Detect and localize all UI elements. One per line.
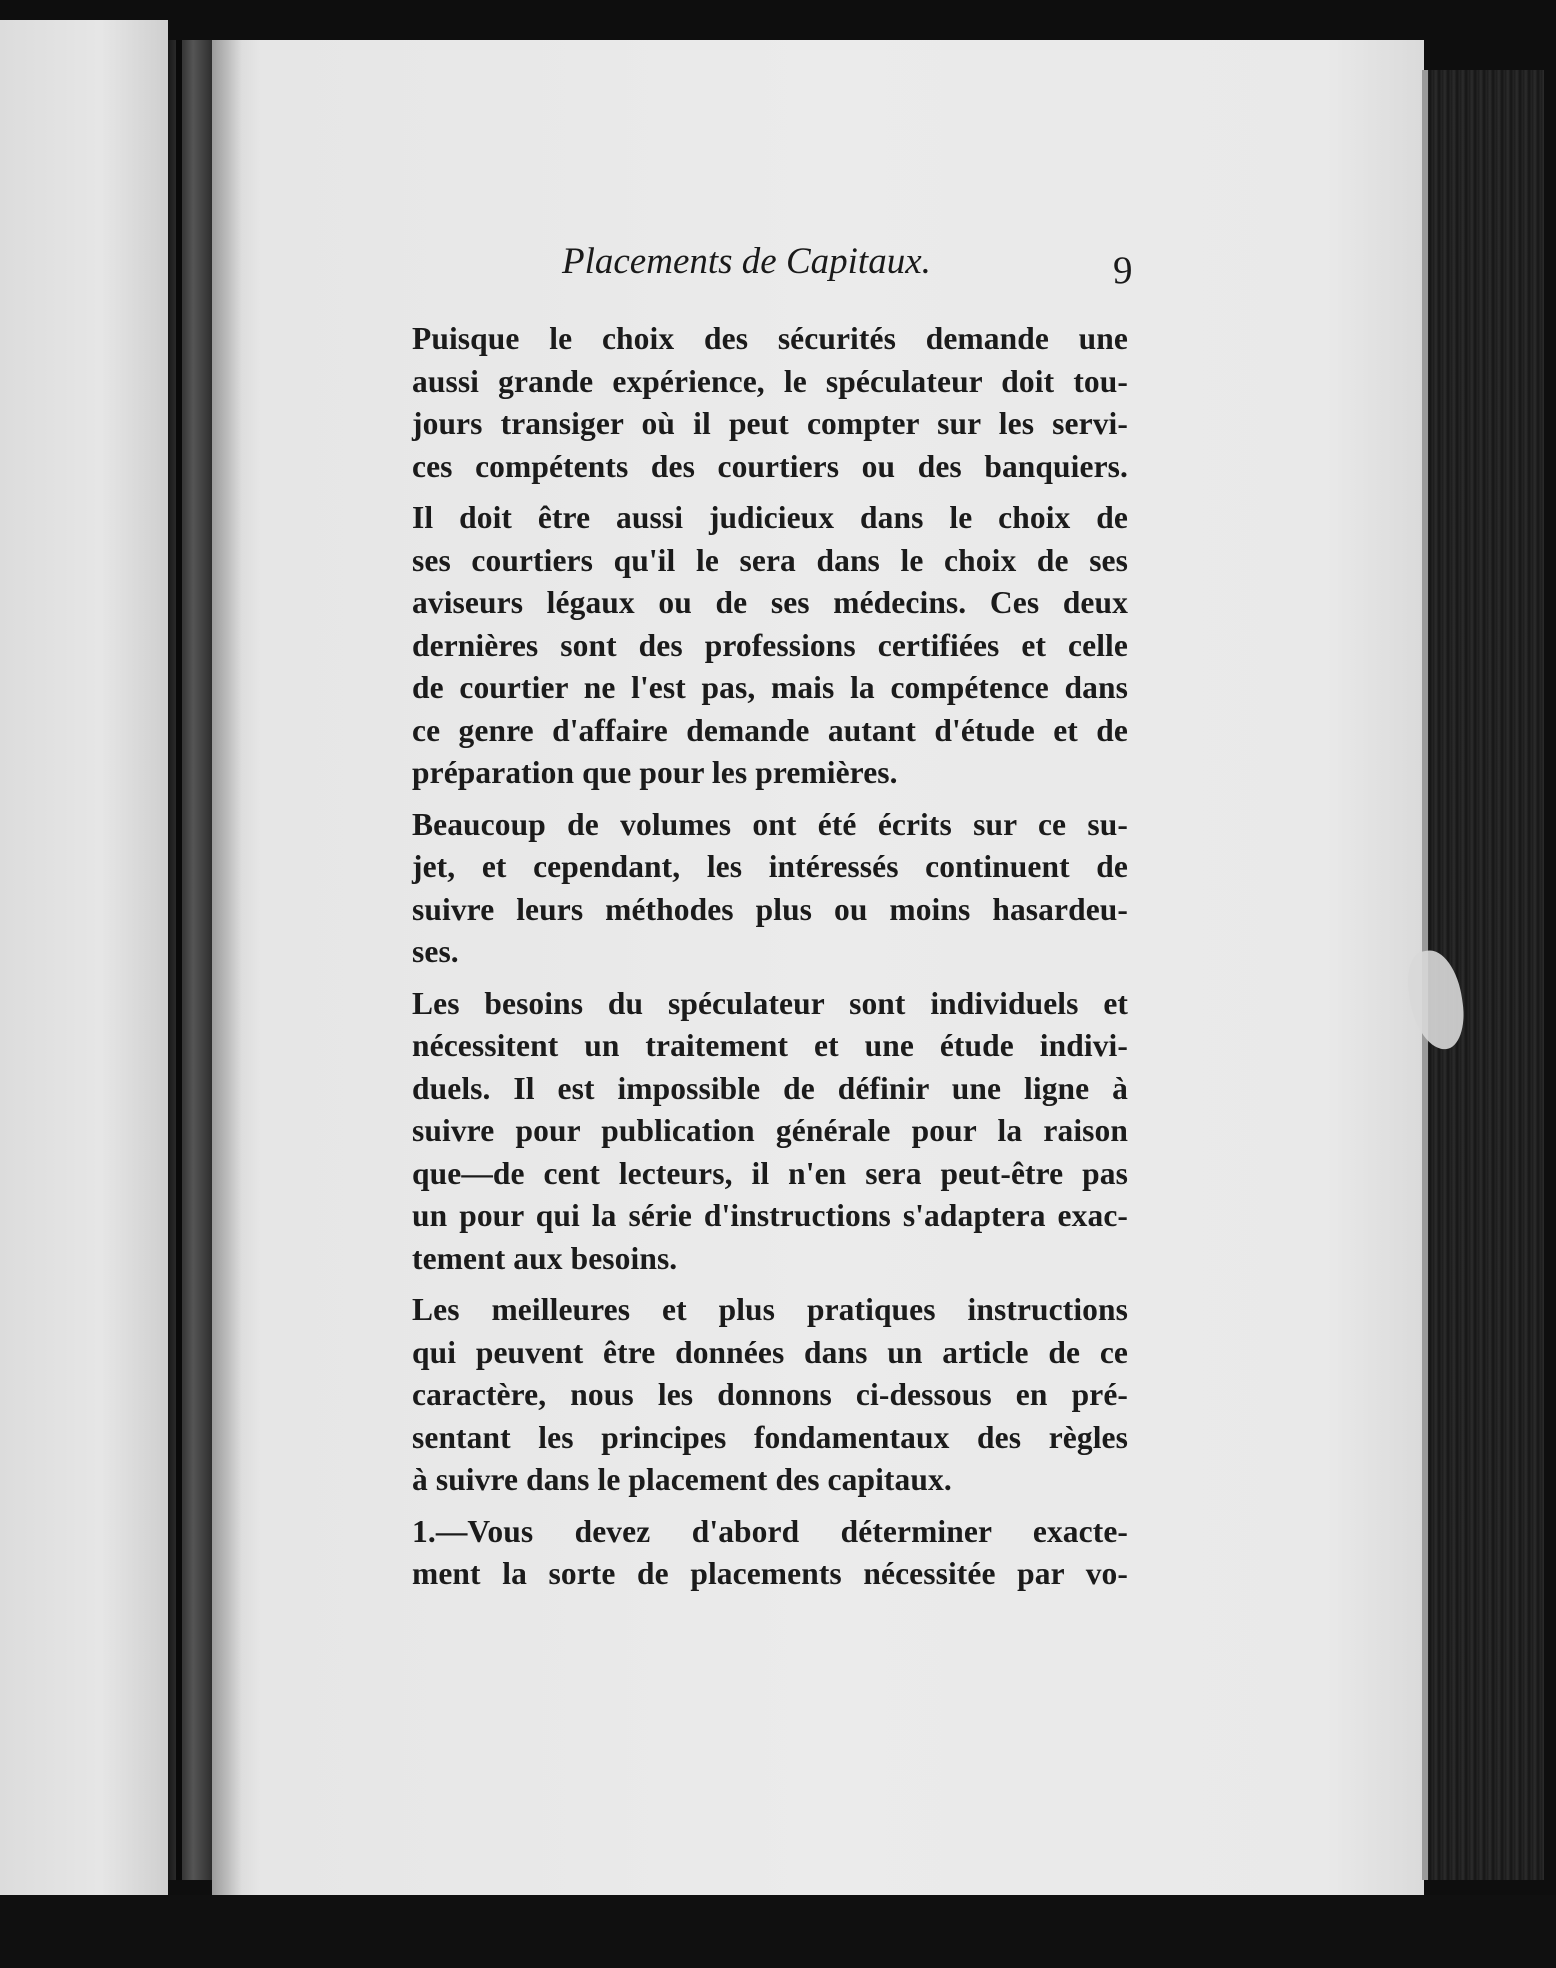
text-line: qui peuvent être données dans un article de ce (412, 1334, 1128, 1370)
text-line: Il doit être aussi judicieux dans le choix de (412, 500, 1128, 535)
text-line: sentant les principes fondamentaux des règles (412, 1419, 1128, 1455)
text-line: dernières sont des professions certifiées et celle (412, 627, 1128, 663)
text-line: suivre pour publication générale pour la raison (412, 1113, 1128, 1148)
paragraph (372, 497, 1128, 795)
text-line: aussi grande expérience, le spéculateur doit tou- (412, 363, 1128, 399)
scan-bottom-border (0, 1895, 1556, 1968)
book-gutter (168, 40, 214, 1880)
page-number: 9 (1113, 249, 1133, 292)
text-line: duels. Il est impossible de définir une ligne à (412, 1070, 1128, 1106)
text-line: nécessitent un traitement et une étude indivi- (412, 1028, 1128, 1063)
text-line: ces compétents des courtiers ou des banquiers. (412, 448, 1128, 484)
text-line: Beaucoup de volumes ont été écrits sur ce su- (412, 806, 1128, 842)
text-line: ses courtiers qu'il le sera dans le choix de ses (412, 542, 1128, 578)
text-line: préparation que pour les premières. (412, 755, 898, 790)
paragraph (372, 1511, 1128, 1596)
text-line: Les besoins du spéculateur sont individuels et (412, 985, 1128, 1021)
text-line: Les meilleures et plus pratiques instructions (412, 1292, 1128, 1327)
text-line: jet, et cependant, les intéressés continuent de (412, 849, 1128, 884)
text-line: un pour qui la série d'instructions s'adaptera exac- (412, 1198, 1128, 1233)
body-text (372, 318, 1128, 1605)
text-line: ses. (412, 934, 459, 969)
text-line: aviseurs légaux ou de ses médecins. Ces deux (412, 585, 1128, 620)
text-line: de courtier ne l'est pas, mais la compétence dans (412, 670, 1128, 705)
text-line: à suivre dans le placement des capitaux. (412, 1462, 952, 1497)
text-line: que—de cent lecteurs, il n'en sera peut-être pas (412, 1155, 1128, 1191)
running-title: Placements de Capitaux. (562, 241, 931, 282)
paragraph (372, 804, 1128, 974)
text-line: suivre leurs méthodes plus ou moins hasardeu- (412, 891, 1128, 927)
gutter-shadow (176, 40, 182, 1880)
text-line: ment la sorte de placements nécessitée par vo- (412, 1556, 1128, 1591)
text-line: jours transiger où il peut compter sur les servi- (412, 406, 1128, 441)
paragraph (372, 1289, 1128, 1502)
paragraph (372, 983, 1128, 1281)
text-line: tement aux besoins. (412, 1240, 678, 1276)
previous-page-edge (0, 20, 168, 1895)
text-line: Puisque le choix des sécurités demande une (412, 321, 1128, 356)
paragraph (372, 318, 1128, 488)
text-line: 1.—Vous devez d'abord déterminer exacte- (412, 1513, 1128, 1549)
text-line: ce genre d'affaire demande autant d'étude et de (412, 712, 1128, 748)
text-line: caractère, nous les donnons ci-dessous en pré- (412, 1377, 1128, 1412)
page-inner-shadow (212, 40, 242, 1895)
